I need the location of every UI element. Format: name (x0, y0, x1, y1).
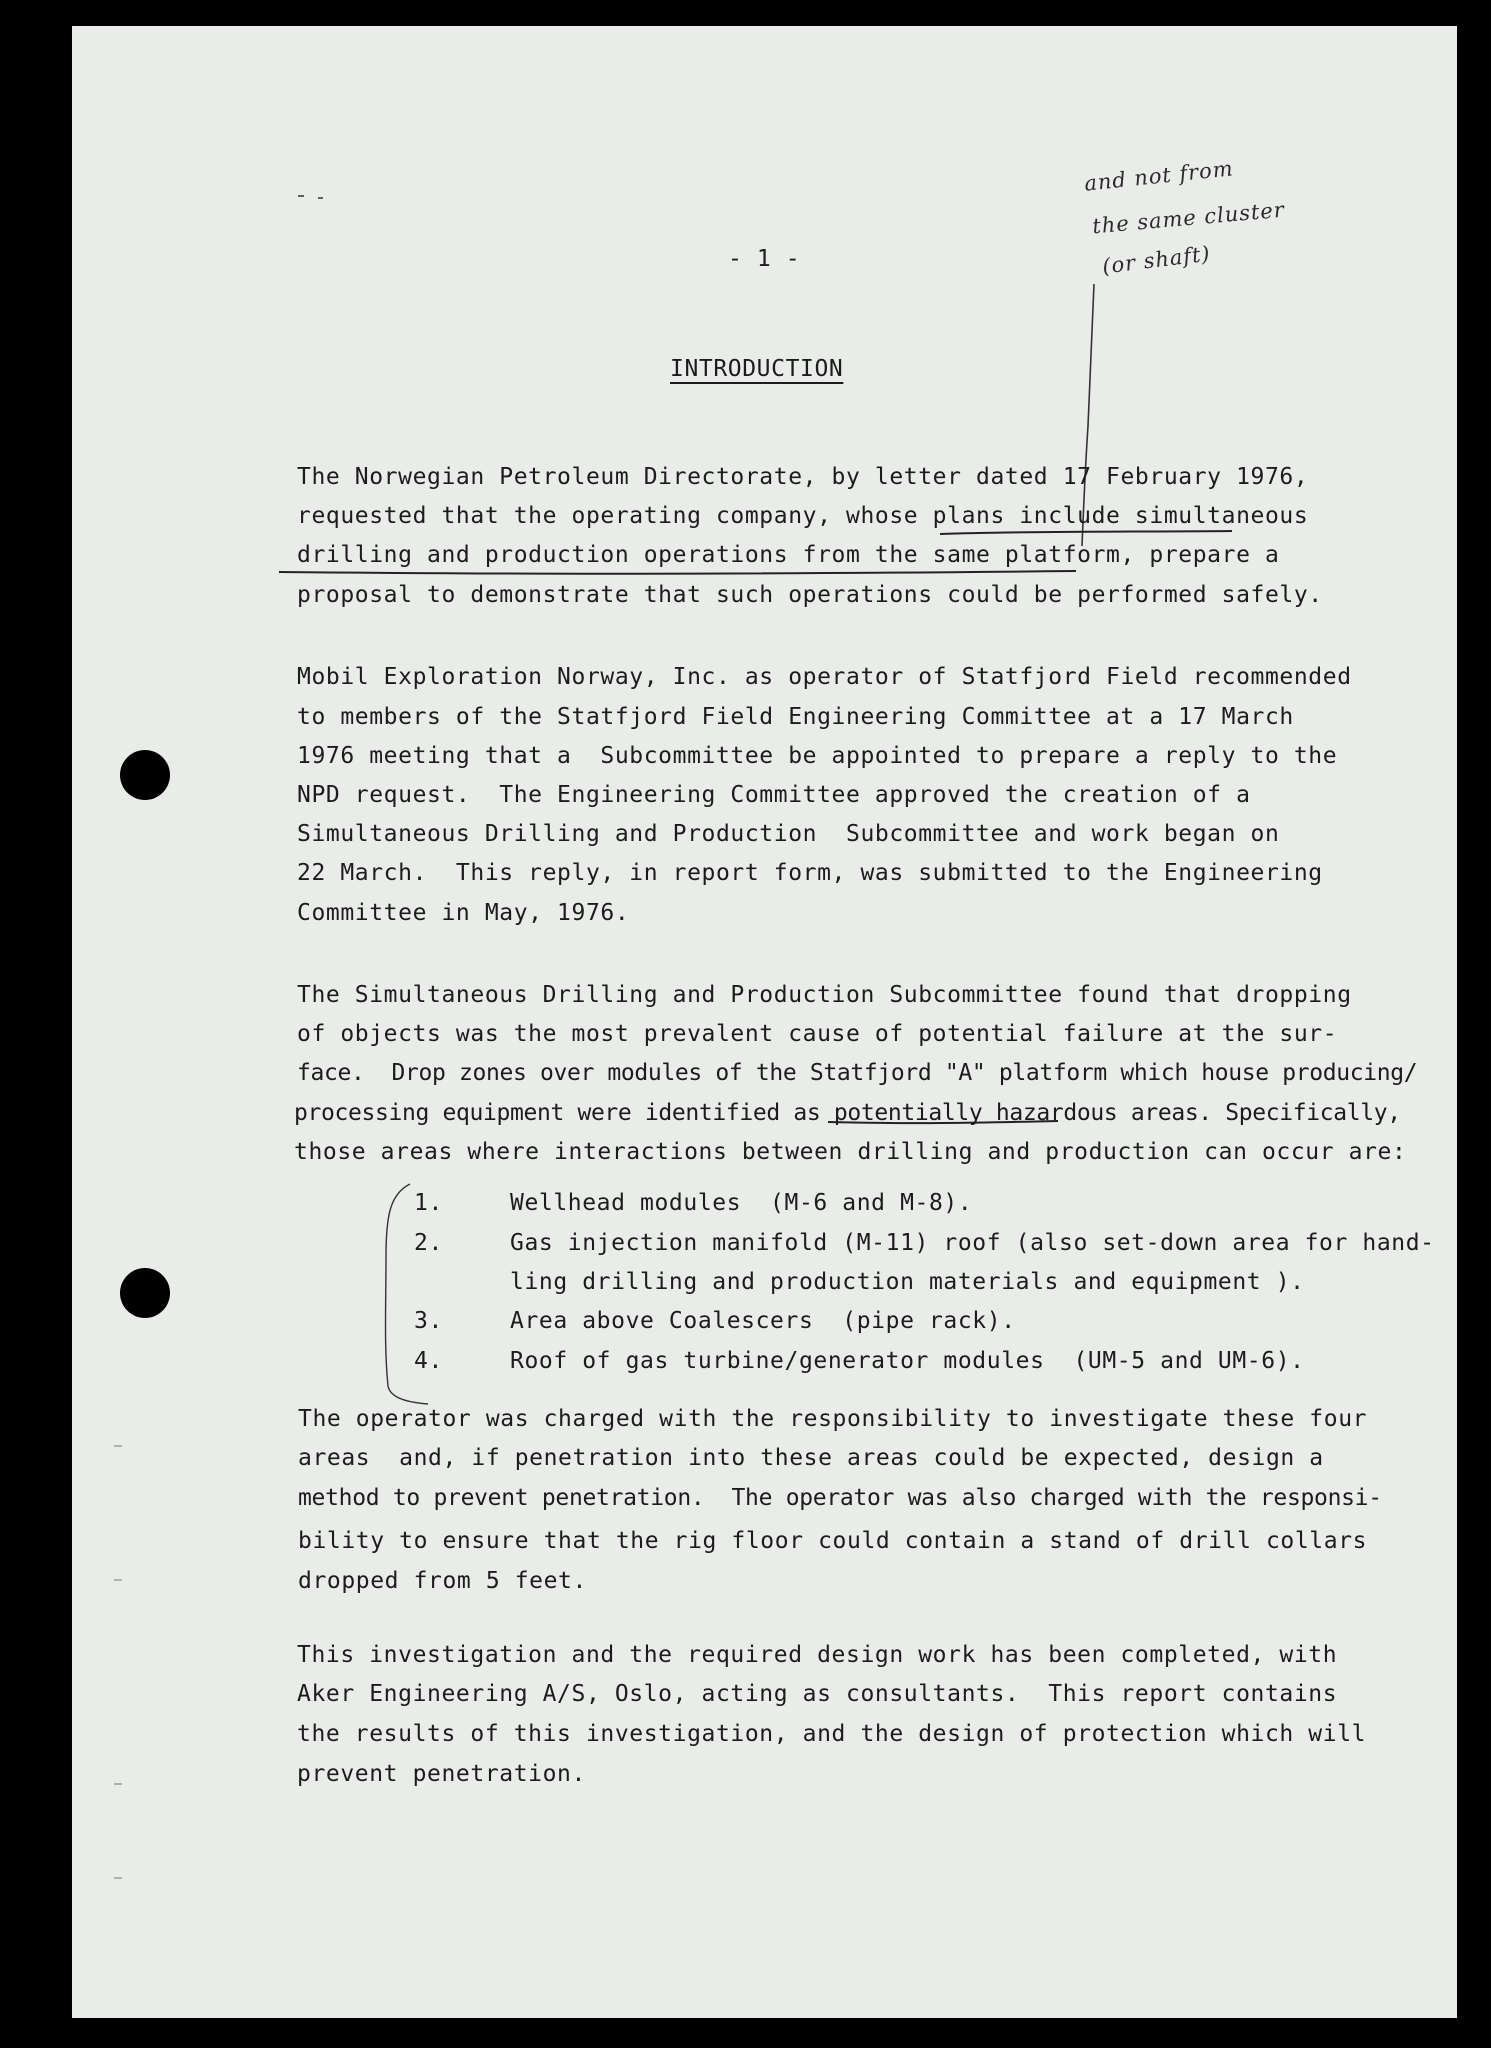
handwritten-note-line-3: (or shaft) (1100, 241, 1212, 279)
paragraph-1-line-3: drilling and production operations from the same platform, prepare a (297, 542, 1280, 568)
paragraph-5-line-1: This investigation and the required design work has been completed, with (297, 1642, 1338, 1668)
underline-drilling-production (279, 571, 1076, 574)
paragraph-5-line-2: Aker Engineering A/S, Oslo, acting as consultants. This report contains (297, 1681, 1338, 1707)
paragraph-3-line-3: face. Drop zones over modules of the Statfjord "A" platform which house producing/ (297, 1060, 1418, 1086)
list-item-1-number: 1. (414, 1190, 443, 1216)
paragraph-1-line-1: The Norwegian Petroleum Directorate, by letter dated 17 February 1976, (297, 464, 1309, 490)
paragraph-2-line-4: NPD request. The Engineering Committee approved the creation of a (297, 782, 1251, 808)
paragraph-2-line-2: to members of the Statfjord Field Engineering Committee at a 17 March (297, 704, 1294, 730)
paragraph-1-line-4: proposal to demonstrate that such operations could be performed safely. (297, 582, 1323, 608)
paragraph-2-line-3: 1976 meeting that a Subcommittee be appointed to prepare a reply to the (297, 743, 1338, 769)
list-item-2-text-line-1: Gas injection manifold (M-11) roof (also set-down area for hand- (510, 1230, 1435, 1256)
list-item-4-text: Roof of gas turbine/generator modules (UM-5 and UM-6). (510, 1348, 1305, 1374)
paragraph-1-line-2: requested that the operating company, whose plans include simultaneous (297, 503, 1309, 529)
page-title: INTRODUCTION (670, 356, 844, 382)
punch-hole-top (120, 750, 170, 800)
list-item-2-text-line-2: ling drilling and production materials and equipment ). (510, 1269, 1305, 1295)
paragraph-4-line-2: areas and, if penetration into these areas could be expected, design a (298, 1445, 1324, 1471)
paragraph-4-line-5: dropped from 5 feet. (298, 1568, 587, 1594)
list-item-3-text: Area above Coalescers (pipe rack). (510, 1308, 1016, 1334)
paragraph-4-line-3: method to prevent penetration. The operator was also charged with the responsi- (298, 1485, 1382, 1511)
paragraph-2-line-6: 22 March. This reply, in report form, was submitted to the Engineering (297, 860, 1323, 886)
paragraph-3-line-5: those areas where interactions between drilling and production can occur are: (294, 1139, 1407, 1165)
paragraph-3-line-4: processing equipment were identified as potentially hazardous areas. Specifically, (294, 1100, 1401, 1126)
paragraph-2-line-7: Committee in May, 1976. (297, 900, 630, 926)
list-item-1-text: Wellhead modules (M-6 and M-8). (510, 1190, 973, 1216)
page-number: - 1 - (728, 246, 801, 272)
paragraph-3-line-1: The Simultaneous Drilling and Production Subcommittee found that dropping (297, 982, 1352, 1008)
list-item-2-number: 2. (414, 1230, 443, 1256)
handwritten-note-line-1: and not from (1083, 156, 1235, 196)
paragraph-5-line-4: prevent penetration. (297, 1761, 586, 1787)
underline-include-simultaneous (940, 531, 1232, 534)
paragraph-3-line-2: of objects was the most prevalent cause of potential failure at the sur- (297, 1021, 1338, 1047)
list-item-4-number: 4. (414, 1348, 443, 1374)
handwritten-note-line-2: the same cluster (1091, 197, 1286, 239)
list-item-3-number: 3. (414, 1308, 443, 1334)
paragraph-4-line-1: The operator was charged with the responsibility to investigate these four (298, 1406, 1368, 1432)
document-page (72, 26, 1457, 2018)
paragraph-2-line-1: Mobil Exploration Norway, Inc. as operator of Statfjord Field recommended (297, 664, 1352, 690)
paragraph-2-line-5: Simultaneous Drilling and Production Subcommittee and work began on (297, 821, 1280, 847)
punch-hole-bottom (120, 1268, 170, 1318)
paragraph-4-line-4: bility to ensure that the rig floor could contain a stand of drill collars (298, 1528, 1368, 1554)
paragraph-5-line-3: the results of this investigation, and the design of protection which will (297, 1721, 1367, 1747)
